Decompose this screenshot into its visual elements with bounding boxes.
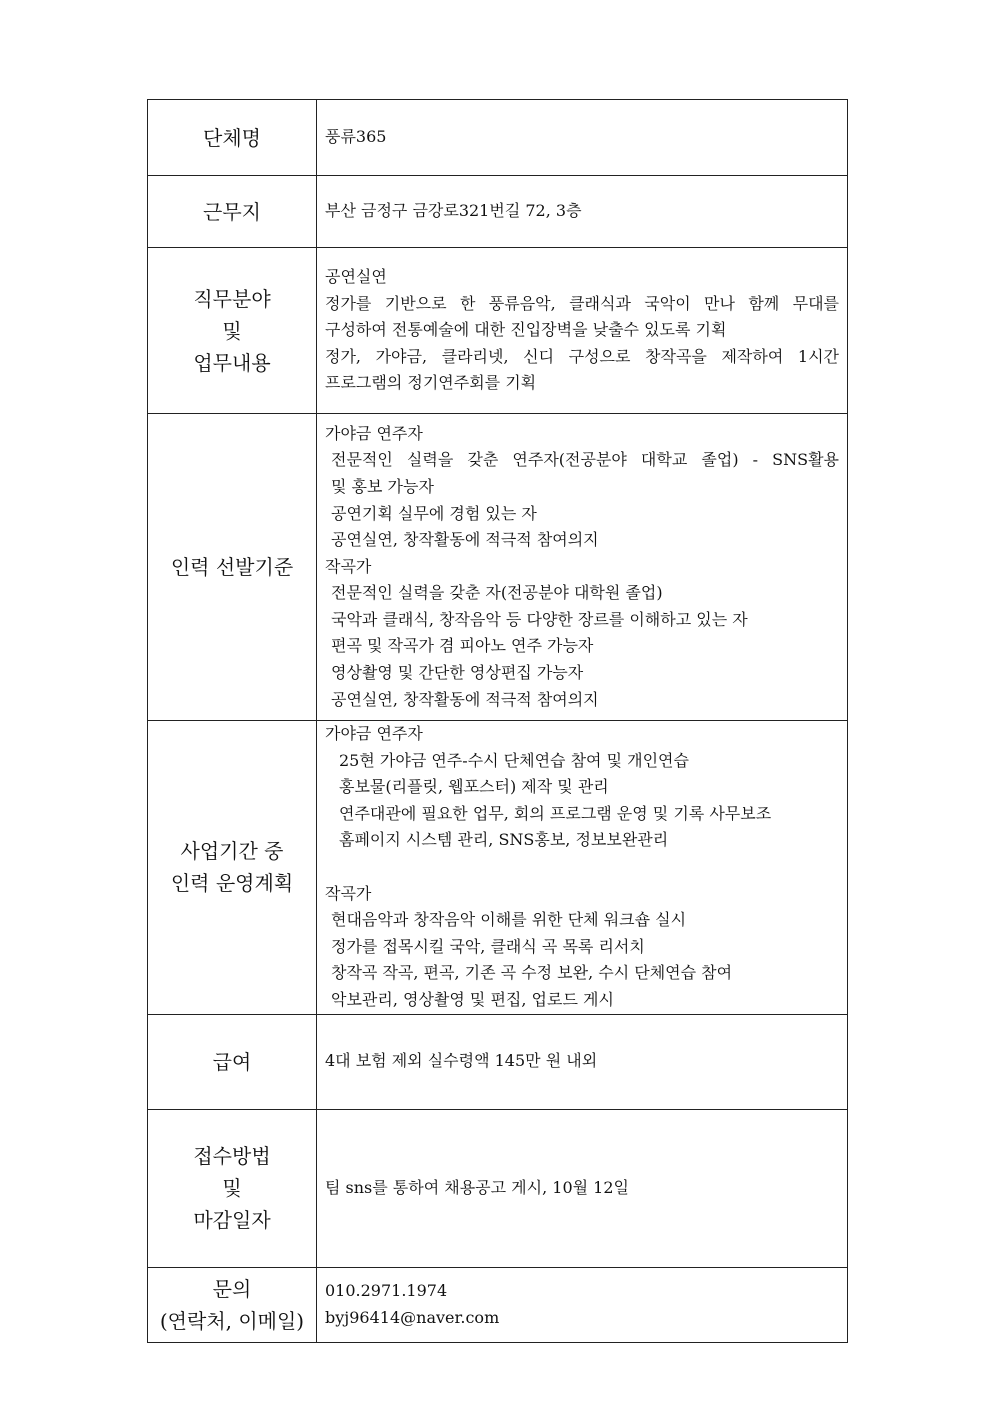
apply-label — [148, 1109, 317, 1267]
criteria-line: 영상촬영 및 간단한 영상편집 가능자 — [331, 663, 584, 683]
apply-label-line: 마감일자 — [193, 1208, 271, 1233]
salary-value: 4대 보험 제외 실수령액 145만 원 내외 — [317, 1014, 848, 1109]
contact-phone: 010.2971.1974 — [325, 1280, 448, 1300]
contact-label — [148, 1267, 317, 1342]
criteria-line: 공연실연, 창작활동에 적극적 참여의지 — [331, 689, 599, 709]
plan-line: 창작곡 작곡, 편곡, 기존 곡 수정 보완, 수시 단체연습 참여 — [331, 963, 733, 983]
criteria-heading: 가야금 연주자 — [325, 423, 423, 443]
criteria-line: 국악과 클래식, 창작음악 등 다양한 장르를 이해하고 있는 자 — [331, 609, 748, 629]
plan-line: 홍보물(리플릿, 웹포스터) 제작 및 관리 — [339, 777, 609, 797]
contact-label-line: (연락처, 이메일) — [159, 1308, 305, 1333]
row-contact — [148, 1267, 848, 1342]
criteria-line: 전문적인 실력을 갖춘 연주자(전공분야 대학교 졸업) - SNS활용 — [331, 450, 839, 470]
duty-label-line: 업무내용 — [193, 350, 271, 375]
contact-label-line: 문의 — [212, 1276, 252, 1301]
apply-label-line: 접수방법 — [193, 1144, 271, 1169]
criteria-line: 공연기획 실무에 경험 있는 자 — [331, 503, 537, 523]
org-label: 단체명 — [148, 100, 317, 176]
plan-heading: 가야금 연주자 — [325, 724, 423, 743]
workplace-label: 근무지 — [148, 176, 317, 248]
plan-label-line: 사업기간 중 — [180, 839, 284, 864]
criteria-label: 인력 선발기준 — [148, 414, 317, 721]
row-salary — [148, 1014, 848, 1109]
duty-label-line: 직무분야 — [193, 286, 271, 311]
plan-heading: 작곡가 — [325, 883, 372, 903]
blank-line — [325, 854, 839, 881]
row-plan — [148, 721, 848, 1015]
org-value: 풍류365 — [317, 100, 848, 176]
row-apply — [148, 1109, 848, 1267]
plan-line: 정가를 접목시킬 국악, 클래식 곡 목록 리서치 — [331, 936, 645, 956]
plan-line: 악보관리, 영상촬영 및 편집, 업로드 게시 — [331, 989, 614, 1009]
plan-line: 25현 가야금 연주-수시 단체연습 참여 및 개인연습 — [339, 750, 689, 770]
plan-line: 현대음악과 창작음악 이해를 위한 단체 워크숍 실시 — [331, 910, 687, 930]
row-workplace — [148, 176, 848, 248]
duty-line: 구성하여 전통예술에 대한 진입장벽을 낮출수 있도록 기획 — [325, 320, 727, 340]
duty-line: 공연실연 — [325, 267, 387, 287]
plan-label-line: 인력 운영계획 — [170, 871, 294, 896]
row-criteria — [148, 414, 848, 721]
salary-label: 급여 — [148, 1014, 317, 1109]
contact-value — [317, 1267, 848, 1342]
criteria-line: 공연실연, 창작활동에 적극적 참여의지 — [331, 530, 599, 550]
row-org — [148, 100, 848, 176]
apply-value: 팀 sns를 통하여 채용공고 게시, 10월 12일 — [317, 1109, 848, 1267]
criteria-value — [317, 414, 848, 721]
duty-line: 프로그램의 정기연주회를 기획 — [325, 373, 537, 393]
row-duty — [148, 248, 848, 414]
plan-value — [317, 721, 848, 1015]
contact-email[interactable]: byj96414@naver.com — [325, 1307, 500, 1327]
duty-label-line: 및 — [222, 318, 242, 343]
duty-line: 정가를 기반으로 한 풍류음악, 클래식과 국악이 만나 함께 무대를 — [325, 293, 839, 313]
duty-line: 정가, 가야금, 클라리넷, 신디 구성으로 창작곡을 제작하여 1시간 — [325, 346, 839, 366]
duty-label — [148, 248, 317, 414]
plan-line: 연주대관에 필요한 업무, 회의 프로그램 운영 및 기록 사무보조 — [339, 803, 772, 823]
criteria-line: 및 홍보 가능자 — [331, 476, 434, 496]
criteria-heading: 작곡가 — [325, 556, 372, 576]
criteria-line: 전문적인 실력을 갖춘 자(전공분야 대학원 졸업) — [331, 583, 663, 603]
apply-label-line: 및 — [222, 1176, 242, 1201]
plan-label — [148, 721, 317, 1015]
duty-value — [317, 248, 848, 414]
workplace-value: 부산 금정구 금강로321번길 72, 3층 — [317, 176, 848, 248]
recruitment-table — [147, 99, 848, 1343]
criteria-line: 편곡 및 작곡가 겸 피아노 연주 가능자 — [331, 636, 594, 656]
plan-line: 홈페이지 시스템 관리, SNS홍보, 정보보완관리 — [339, 830, 669, 850]
